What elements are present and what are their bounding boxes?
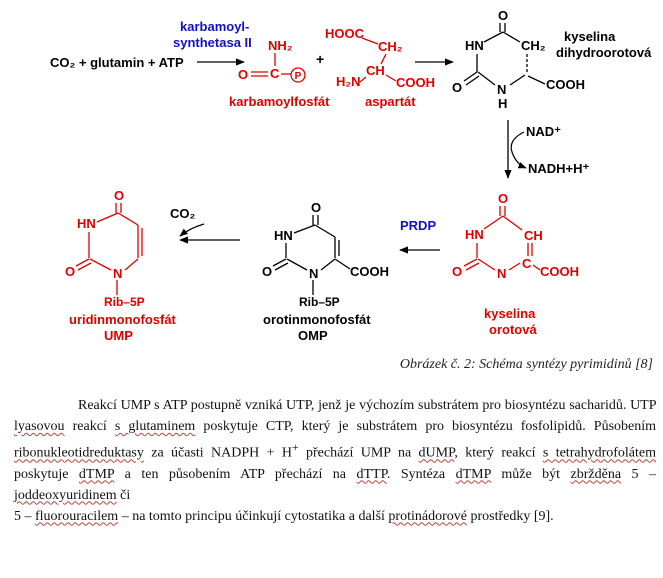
atom-label: COOH: [540, 264, 579, 279]
orotate-structure: [452, 191, 579, 337]
compound-name: kyselina: [484, 306, 536, 321]
atom-label: HOOC: [325, 26, 364, 41]
plus-sign: +: [316, 51, 325, 67]
atom-label: CH: [524, 228, 543, 243]
text-run: či: [116, 487, 131, 503]
atom-label: O: [238, 67, 249, 82]
cofactor-curve: [511, 132, 526, 168]
enzyme-label: karbamoyl-: [180, 19, 250, 34]
compound-name: karbamoylfosfát: [229, 94, 330, 109]
text-run: přechází UMP na: [298, 445, 419, 461]
compound-name: orotová: [489, 322, 537, 337]
atom-label: NH₂: [268, 38, 293, 53]
atom-label: CH: [366, 63, 385, 78]
atom-label: O: [452, 264, 463, 279]
atom-label: Rib–5P: [104, 295, 145, 309]
paragraph-line: [14, 395, 656, 527]
atom-label: HN: [77, 216, 96, 231]
spellcheck-word: zbržděna: [570, 466, 622, 482]
figure-caption: Obrázek č. 2: Schéma syntézy pyrimidinů [8]: [399, 357, 653, 372]
text-run: Reakcí UMP s ATP postupně vzniká UTP, jenž je výchozím substrátem pro biosyntézu sacharidů. UTP: [78, 398, 656, 413]
text-run: může být: [490, 466, 571, 482]
omp-structure: [262, 200, 389, 343]
atom-label: O: [498, 8, 509, 23]
spellcheck-word: lyasovou: [14, 419, 65, 434]
atom-label: C: [270, 66, 280, 81]
compound-name: orotinmonofosfát: [263, 312, 371, 327]
enzyme-label: synthetasa II: [173, 35, 252, 50]
spellcheck-word: fluorouracilem: [35, 508, 119, 524]
atom-label: H: [498, 96, 508, 111]
atom-label: HN: [465, 227, 484, 242]
compound-name: kyselina: [564, 29, 616, 44]
reagent-label: PRDP: [400, 218, 437, 233]
text-run: – na tomto principu účinkují cytostatika a další: [118, 508, 389, 524]
text-run: a ten působením ATP přechází na: [114, 466, 357, 482]
atom-label: P: [294, 71, 302, 82]
text-run: za účasti NADPH + H: [143, 445, 293, 461]
atom-label: HN: [465, 38, 484, 53]
spellcheck-word: joddeoxyuridinem: [14, 487, 117, 503]
text-run: reakcí: [64, 419, 115, 434]
superscript: +: [292, 441, 299, 454]
text-run: poskytuje: [14, 466, 79, 482]
text-run: poskytuje CTP, který je substrátem pro biosyntézu fosfolipidů. Působením: [195, 419, 657, 434]
cofactor-label: NADH+H⁺: [528, 161, 590, 176]
body-paragraph: [14, 395, 656, 527]
spellcheck-word: dTTP: [356, 466, 387, 482]
co2-release-arrow: [180, 224, 204, 236]
spellcheck-word: ribonukleotidreduktasy: [14, 445, 144, 461]
text-run: 5 –: [621, 466, 656, 482]
compound-name: OMP: [298, 328, 328, 343]
compound-name: uridinmonofosfát: [69, 312, 176, 327]
aspartate-structure: [325, 26, 435, 109]
atom-label: COOH: [546, 77, 585, 92]
atom-label: N: [497, 82, 507, 97]
atom-label: O: [262, 264, 273, 279]
atom-label: O: [452, 80, 463, 95]
atom-label: H₂N: [336, 74, 361, 89]
atom-label: C: [522, 256, 532, 271]
text-run: . Syntéza: [386, 466, 456, 482]
text-run: prostředky [9].: [466, 508, 554, 524]
text-run: , který reakcí: [454, 445, 543, 461]
atom-label: O: [65, 264, 76, 279]
atom-label: N: [309, 266, 319, 281]
spellcheck-word: dTMP: [78, 466, 115, 482]
cofactor-label: NAD⁺: [526, 124, 562, 139]
atom-label: CH₂: [521, 38, 546, 53]
text-run: 5 –: [14, 508, 35, 524]
atom-label: N: [497, 266, 507, 281]
spellcheck-word: dUMP: [418, 445, 455, 461]
spellcheck-word: protinádorové: [388, 508, 467, 524]
atom-label: Rib–5P: [299, 295, 340, 309]
atom-label: O: [498, 191, 509, 206]
dihydroorotate-structure: [452, 8, 652, 111]
spellcheck-word: s tetrahydrofolátem: [542, 445, 656, 461]
atom-label: CH₂: [378, 39, 403, 54]
co2-label: CO₂: [170, 206, 196, 221]
compound-name: aspartát: [365, 94, 416, 109]
atom-label: COOH: [396, 75, 435, 90]
compound-name: dihydroorotová: [556, 45, 652, 60]
dihydroorotate-bonds: [464, 23, 545, 85]
spellcheck-word: dTMP: [455, 466, 491, 482]
atom-label: COOH: [350, 264, 389, 279]
reactants-label: CO₂ + glutamin + ATP: [50, 55, 184, 70]
atom-label: N: [113, 266, 123, 281]
compound-name: UMP: [104, 328, 133, 343]
atom-label: O: [311, 200, 322, 215]
spellcheck-word: s glutaminem: [114, 419, 196, 434]
omp-bonds: [273, 215, 350, 295]
atom-label: HN: [274, 228, 293, 243]
atom-label: O: [114, 188, 125, 203]
